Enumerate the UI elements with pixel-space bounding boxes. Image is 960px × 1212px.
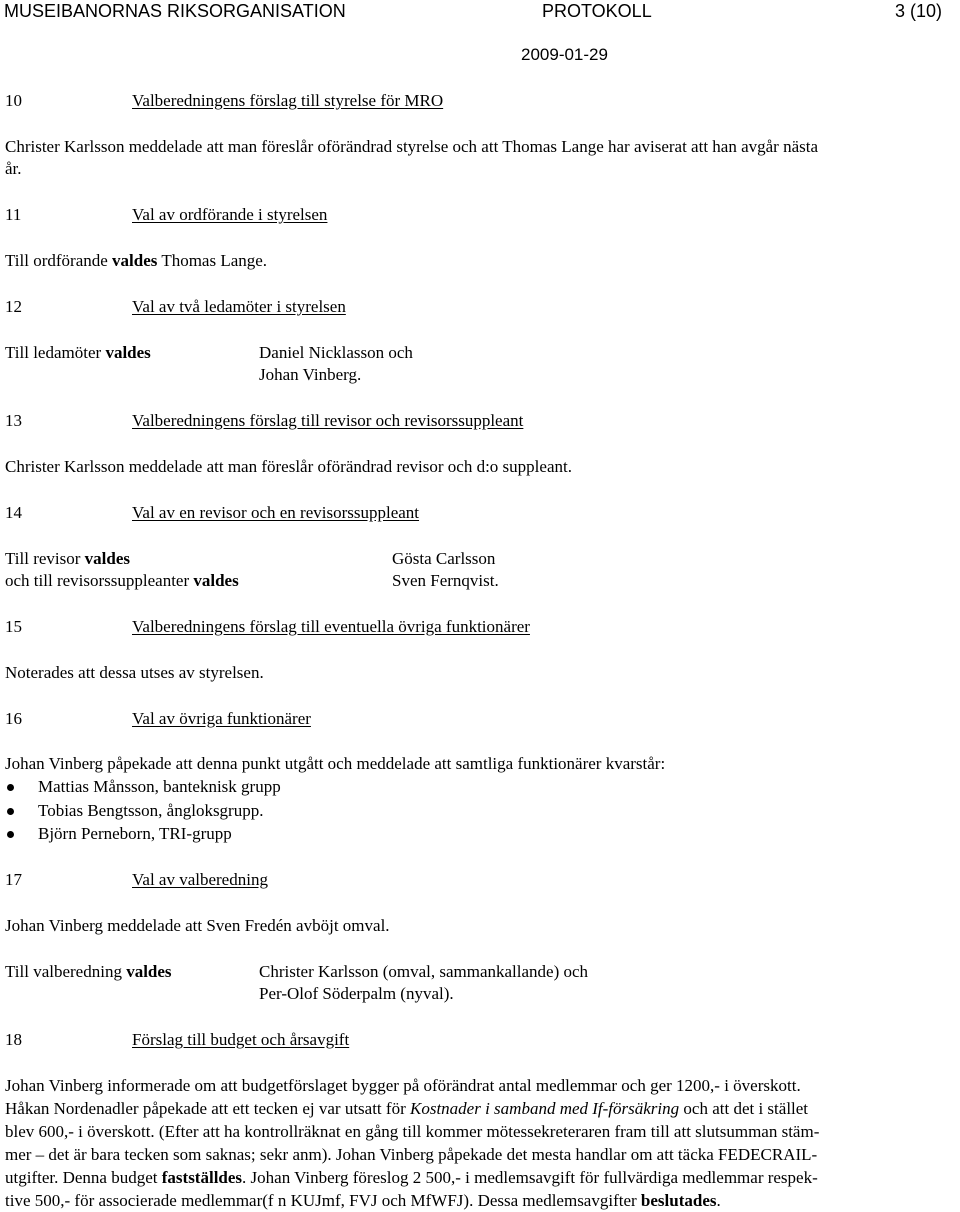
section-number: 11	[5, 205, 22, 224]
section-title: Valberedningens förslag till eventuella övriga funktionärer	[132, 617, 530, 636]
section-title: Val av en revisor och en revisorssuppleant	[132, 503, 420, 522]
paragraph-line: Christer Karlsson meddelade att man föreslår oförändrad styrelse och att Thomas Lange har aviserat att han avgår nästa	[5, 137, 819, 156]
election-label: Till revisor valdes	[5, 549, 131, 568]
bullet-icon	[7, 831, 14, 838]
section-number: 14	[5, 503, 22, 522]
section-title: Val av övriga funktionärer	[132, 709, 311, 728]
section-title: Valberedningens förslag till revisor och revisorssuppleant	[132, 411, 524, 430]
election-value: Gösta Carlsson	[392, 549, 496, 568]
section-title: Val av ordförande i styrelsen	[132, 205, 328, 224]
section-number: 15	[5, 617, 22, 636]
paragraph-line: Johan Vinberg påpekade att denna punkt utgått och meddelade att samtliga funktionärer kvarstår:	[5, 754, 666, 773]
election-value: Christer Karlsson (omval, sammankallande) och	[259, 962, 589, 981]
paragraph-line: Håkan Nordenadler påpekade att ett tecken ej var utsatt för Kostnader i samband med If-försäkring och att det i stället	[5, 1099, 809, 1118]
section-title: Val av två ledamöter i styrelsen	[132, 297, 346, 316]
page-number: 3 (10)	[895, 1, 943, 21]
paragraph-line: utgifter. Denna budget fastställdes. Johan Vinberg föreslog 2 500,- i medlemsavgift för fullvärdiga medlemmar respek-	[5, 1168, 818, 1187]
paragraph-line: Johan Vinberg meddelade att Sven Fredén avböjt omval.	[5, 916, 390, 935]
doc-type: PROTOKOLL	[542, 1, 652, 21]
section-title: Val av valberedning	[132, 870, 268, 889]
bullet-icon	[7, 808, 14, 815]
paragraph-line: Till ordförande valdes Thomas Lange.	[5, 251, 268, 270]
doc-date: 2009-01-29	[521, 45, 608, 64]
section-number: 18	[5, 1030, 22, 1049]
paragraph-line: tive 500,- för associerade medlemmar(f n KUJmf, FVJ och MfWFJ). Dessa medlemsavgifter beslutades.	[5, 1191, 721, 1210]
paragraph-line: Noterades att dessa utses av styrelsen.	[5, 663, 264, 682]
election-value: Johan Vinberg.	[259, 365, 362, 384]
bullet-icon	[7, 784, 14, 791]
section-title: Förslag till budget och årsavgift	[132, 1030, 350, 1049]
election-label: Till valberedning valdes	[5, 962, 172, 981]
election-value: Daniel Nicklasson och	[259, 343, 413, 362]
page-header	[0, 0, 960, 24]
paragraph-line: år.	[5, 159, 22, 178]
paragraph-line: Johan Vinberg informerade om att budgetförslaget bygger på oförändrat antal medlemmar och ger 1200,- i överskott.	[5, 1076, 801, 1095]
section-number: 17	[5, 870, 22, 889]
section-number: 13	[5, 411, 22, 430]
section-number: 16	[5, 709, 22, 728]
org-name: MUSEIBANORNAS RIKSORGANISATION	[4, 1, 346, 21]
election-label: Till ledamöter valdes	[5, 343, 151, 362]
paragraph-line: blev 600,- i överskott. (Efter att ha kontrollräknat en gång till kommer mötessekreteraren fram till att slutsumman stäm-	[5, 1122, 820, 1141]
paragraph-line: Christer Karlsson meddelade att man föreslår oförändrad revisor och d:o suppleant.	[5, 457, 572, 476]
section-number: 12	[5, 297, 22, 316]
section-number: 10	[5, 91, 22, 110]
election-value: Per-Olof Söderpalm (nyval).	[259, 984, 454, 1003]
election-label: och till revisorssuppleanter valdes	[5, 571, 239, 590]
paragraph-line: mer – det är bara tecken som saknas; sekr anm). Johan Vinberg påpekade det mesta handlar om att täcka FEDECRAIL-	[5, 1145, 818, 1164]
election-value: Sven Fernqvist.	[392, 571, 499, 590]
section-title: Valberedningens förslag till styrelse för MRO	[132, 91, 444, 110]
